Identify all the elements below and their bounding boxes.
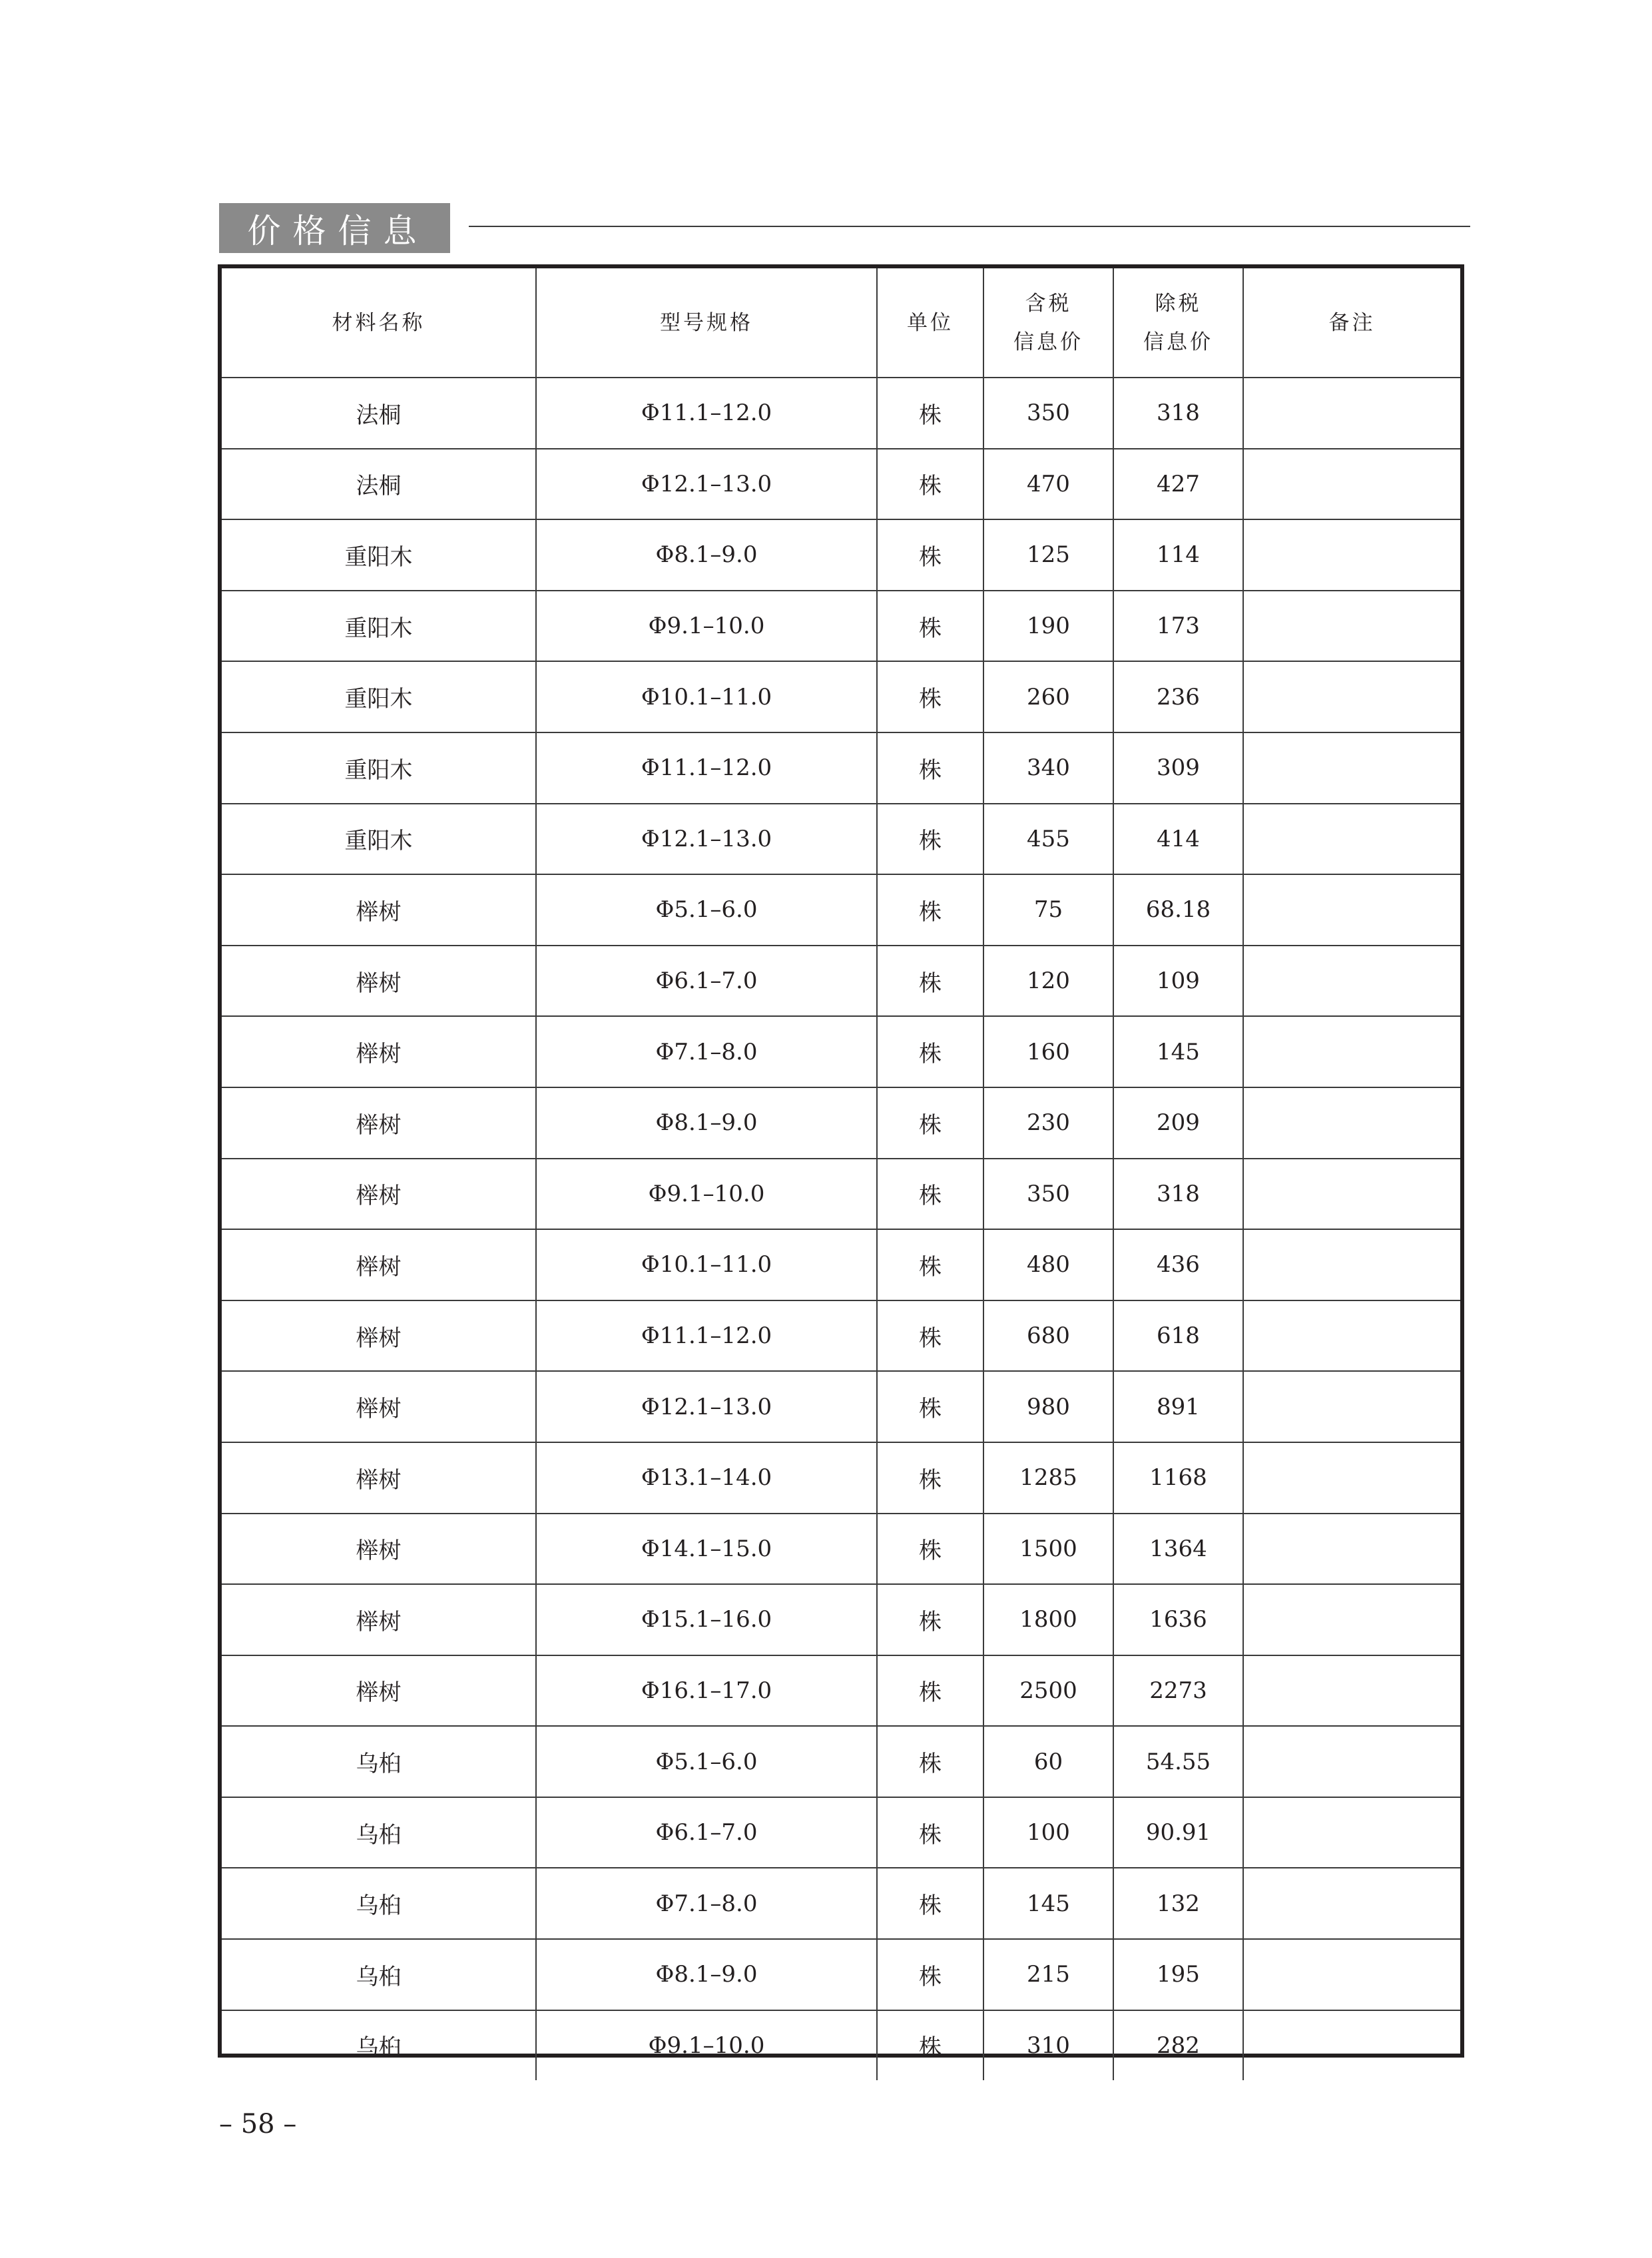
cell-name: 榉树 — [222, 1300, 536, 1372]
cell-unit: 株 — [877, 1514, 983, 1585]
table-row — [222, 378, 1460, 449]
cell-unit: 株 — [877, 2010, 983, 2081]
cell-price-tax: 980 — [983, 1371, 1113, 1442]
cell-unit: 株 — [877, 946, 983, 1017]
cell-price-notax: 2273 — [1113, 1655, 1243, 1727]
cell-spec: Φ6.1–7.0 — [536, 946, 877, 1017]
cell-price-tax: 470 — [983, 449, 1113, 520]
cell-price-tax: 125 — [983, 519, 1113, 591]
cell-spec: Φ14.1–15.0 — [536, 1514, 877, 1585]
cell-name: 重阳木 — [222, 591, 536, 662]
cell-unit: 株 — [877, 1159, 983, 1230]
table-row — [222, 1939, 1460, 2010]
cell-remark — [1243, 591, 1460, 662]
cell-name: 榉树 — [222, 1087, 536, 1159]
table-row — [222, 1159, 1460, 1230]
table-row — [222, 946, 1460, 1017]
cell-spec: Φ16.1–17.0 — [536, 1655, 877, 1727]
cell-unit: 株 — [877, 1371, 983, 1442]
cell-name: 乌桕 — [222, 1868, 536, 1939]
cell-spec: Φ9.1–10.0 — [536, 2010, 877, 2081]
cell-price-notax: 309 — [1113, 732, 1243, 804]
table-row — [222, 804, 1460, 875]
cell-unit: 株 — [877, 1300, 983, 1372]
cell-unit: 株 — [877, 1016, 983, 1087]
cell-remark — [1243, 1797, 1460, 1868]
cell-unit: 株 — [877, 591, 983, 662]
cell-price-notax: 891 — [1113, 1371, 1243, 1442]
table-row — [222, 661, 1460, 732]
cell-spec: Φ10.1–11.0 — [536, 661, 877, 732]
cell-remark — [1243, 1016, 1460, 1087]
cell-name: 榉树 — [222, 1514, 536, 1585]
table-row — [222, 591, 1460, 662]
cell-name: 乌桕 — [222, 1939, 536, 2010]
header-spec: 型号规格 — [536, 268, 877, 378]
cell-spec: Φ12.1–13.0 — [536, 1371, 877, 1442]
cell-remark — [1243, 661, 1460, 732]
cell-price-tax: 120 — [983, 946, 1113, 1017]
cell-price-notax: 109 — [1113, 946, 1243, 1017]
header-name: 材料名称 — [222, 268, 536, 378]
cell-price-notax: 132 — [1113, 1868, 1243, 1939]
cell-name: 重阳木 — [222, 732, 536, 804]
cell-price-notax: 173 — [1113, 591, 1243, 662]
cell-price-tax: 340 — [983, 732, 1113, 804]
cell-unit: 株 — [877, 1868, 983, 1939]
cell-price-notax: 68.18 — [1113, 874, 1243, 946]
table-row — [222, 1016, 1460, 1087]
cell-price-tax: 260 — [983, 661, 1113, 732]
cell-remark — [1243, 1300, 1460, 1372]
cell-spec: Φ12.1–13.0 — [536, 449, 877, 520]
cell-spec: Φ8.1–9.0 — [536, 1939, 877, 2010]
table-row — [222, 1229, 1460, 1300]
table-row — [222, 1300, 1460, 1372]
cell-name: 乌桕 — [222, 1726, 536, 1797]
page-number: – 58 – — [219, 2109, 297, 2139]
table-row — [222, 1797, 1460, 1868]
section-divider — [469, 226, 1470, 227]
cell-price-notax: 195 — [1113, 1939, 1243, 2010]
cell-unit: 株 — [877, 1797, 983, 1868]
cell-remark — [1243, 1442, 1460, 1514]
cell-price-tax: 455 — [983, 804, 1113, 875]
cell-price-tax: 160 — [983, 1016, 1113, 1087]
cell-price-notax: 414 — [1113, 804, 1243, 875]
cell-spec: Φ9.1–10.0 — [536, 591, 877, 662]
table-body — [222, 378, 1460, 2080]
cell-name: 榉树 — [222, 1584, 536, 1655]
header-remark: 备注 — [1243, 268, 1460, 378]
header-price-notax-line2: 信息价 — [1143, 330, 1213, 354]
cell-spec: Φ6.1–7.0 — [536, 1797, 877, 1868]
cell-price-tax: 215 — [983, 1939, 1113, 2010]
header-price-tax-line1: 含税 — [1025, 291, 1072, 316]
cell-unit: 株 — [877, 874, 983, 946]
cell-spec: Φ8.1–9.0 — [536, 1087, 877, 1159]
cell-price-tax: 350 — [983, 378, 1113, 449]
cell-price-tax: 310 — [983, 2010, 1113, 2081]
cell-price-notax: 1364 — [1113, 1514, 1243, 1585]
cell-price-notax: 90.91 — [1113, 1797, 1243, 1868]
cell-remark — [1243, 1371, 1460, 1442]
cell-price-notax: 318 — [1113, 378, 1243, 449]
cell-price-tax: 60 — [983, 1726, 1113, 1797]
cell-unit: 株 — [877, 1939, 983, 2010]
table-row — [222, 732, 1460, 804]
cell-price-notax: 209 — [1113, 1087, 1243, 1159]
cell-spec: Φ8.1–9.0 — [536, 519, 877, 591]
cell-price-notax: 114 — [1113, 519, 1243, 591]
cell-price-notax: 436 — [1113, 1229, 1243, 1300]
cell-name: 榉树 — [222, 1159, 536, 1230]
cell-name: 榉树 — [222, 946, 536, 1017]
price-table-frame — [218, 264, 1464, 2062]
cell-remark — [1243, 1939, 1460, 2010]
table-row — [222, 1655, 1460, 1727]
cell-price-notax: 236 — [1113, 661, 1243, 732]
table-header-row — [222, 268, 1460, 378]
cell-spec: Φ13.1–14.0 — [536, 1442, 877, 1514]
cell-unit: 株 — [877, 1655, 983, 1727]
cell-name: 榉树 — [222, 1442, 536, 1514]
cell-remark — [1243, 1726, 1460, 1797]
table-row — [222, 449, 1460, 520]
cell-name: 重阳木 — [222, 804, 536, 875]
cell-unit: 株 — [877, 1584, 983, 1655]
cell-spec: Φ5.1–6.0 — [536, 874, 877, 946]
cell-name: 乌桕 — [222, 2010, 536, 2081]
cell-price-tax: 1500 — [983, 1514, 1113, 1585]
cell-remark — [1243, 1159, 1460, 1230]
cell-spec: Φ12.1–13.0 — [536, 804, 877, 875]
cell-unit: 株 — [877, 519, 983, 591]
cell-price-tax: 680 — [983, 1300, 1113, 1372]
cell-price-tax: 2500 — [983, 1655, 1113, 1727]
cell-price-notax: 1636 — [1113, 1584, 1243, 1655]
cell-name: 法桐 — [222, 378, 536, 449]
cell-name: 榉树 — [222, 1655, 536, 1727]
cell-price-notax: 54.55 — [1113, 1726, 1243, 1797]
header-price-tax — [983, 268, 1113, 378]
cell-unit: 株 — [877, 804, 983, 875]
table-row — [222, 519, 1460, 591]
cell-remark — [1243, 1087, 1460, 1159]
cell-price-tax: 350 — [983, 1159, 1113, 1230]
cell-name: 乌桕 — [222, 1797, 536, 1868]
cell-remark — [1243, 804, 1460, 875]
cell-spec: Φ10.1–11.0 — [536, 1229, 877, 1300]
table-row — [222, 874, 1460, 946]
cell-remark — [1243, 1655, 1460, 1727]
cell-price-tax: 100 — [983, 1797, 1113, 1868]
cell-spec: Φ5.1–6.0 — [536, 1726, 877, 1797]
cell-price-tax: 1285 — [983, 1442, 1113, 1514]
cell-price-notax: 427 — [1113, 449, 1243, 520]
table-row — [222, 1584, 1460, 1655]
cell-price-notax: 618 — [1113, 1300, 1243, 1372]
table-row — [222, 2010, 1460, 2081]
cell-spec: Φ11.1–12.0 — [536, 1300, 877, 1372]
cell-unit: 株 — [877, 1442, 983, 1514]
cell-name: 榉树 — [222, 1016, 536, 1087]
cell-price-notax: 282 — [1113, 2010, 1243, 2081]
cell-name: 重阳木 — [222, 661, 536, 732]
cell-price-tax: 1800 — [983, 1584, 1113, 1655]
header-price-notax-line1: 除税 — [1155, 291, 1202, 316]
cell-spec: Φ11.1–12.0 — [536, 732, 877, 804]
cell-unit: 株 — [877, 732, 983, 804]
cell-remark — [1243, 1868, 1460, 1939]
cell-remark — [1243, 732, 1460, 804]
cell-name: 榉树 — [222, 874, 536, 946]
cell-name: 法桐 — [222, 449, 536, 520]
cell-remark — [1243, 2010, 1460, 2081]
cell-unit: 株 — [877, 1087, 983, 1159]
cell-remark — [1243, 1229, 1460, 1300]
section-title: 价格信息 — [219, 203, 450, 253]
cell-price-tax: 190 — [983, 591, 1113, 662]
cell-remark — [1243, 946, 1460, 1017]
cell-unit: 株 — [877, 1726, 983, 1797]
cell-price-tax: 145 — [983, 1868, 1113, 1939]
cell-price-notax: 145 — [1113, 1016, 1243, 1087]
cell-remark — [1243, 378, 1460, 449]
cell-spec: Φ7.1–8.0 — [536, 1016, 877, 1087]
cell-price-notax: 1168 — [1113, 1442, 1243, 1514]
cell-spec: Φ7.1–8.0 — [536, 1868, 877, 1939]
table-row — [222, 1442, 1460, 1514]
cell-unit: 株 — [877, 449, 983, 520]
cell-spec: Φ9.1–10.0 — [536, 1159, 877, 1230]
table-row — [222, 1726, 1460, 1797]
header-unit: 单位 — [877, 268, 983, 378]
cell-price-tax: 480 — [983, 1229, 1113, 1300]
table-row — [222, 1514, 1460, 1585]
header-price-notax — [1113, 268, 1243, 378]
cell-unit: 株 — [877, 1229, 983, 1300]
cell-unit: 株 — [877, 661, 983, 732]
cell-remark — [1243, 519, 1460, 591]
table-row — [222, 1868, 1460, 1939]
cell-unit: 株 — [877, 378, 983, 449]
cell-name: 榉树 — [222, 1229, 536, 1300]
cell-remark — [1243, 449, 1460, 520]
cell-price-notax: 318 — [1113, 1159, 1243, 1230]
price-table — [222, 268, 1460, 2080]
table-row — [222, 1371, 1460, 1442]
header-price-tax-line2: 信息价 — [1013, 330, 1083, 354]
table-row — [222, 1087, 1460, 1159]
cell-price-tax: 230 — [983, 1087, 1113, 1159]
cell-spec: Φ15.1–16.0 — [536, 1584, 877, 1655]
cell-spec: Φ11.1–12.0 — [536, 378, 877, 449]
cell-remark — [1243, 874, 1460, 946]
cell-remark — [1243, 1514, 1460, 1585]
section-header — [219, 203, 1470, 253]
cell-remark — [1243, 1584, 1460, 1655]
cell-name: 重阳木 — [222, 519, 536, 591]
cell-price-tax: 75 — [983, 874, 1113, 946]
cell-name: 榉树 — [222, 1371, 536, 1442]
